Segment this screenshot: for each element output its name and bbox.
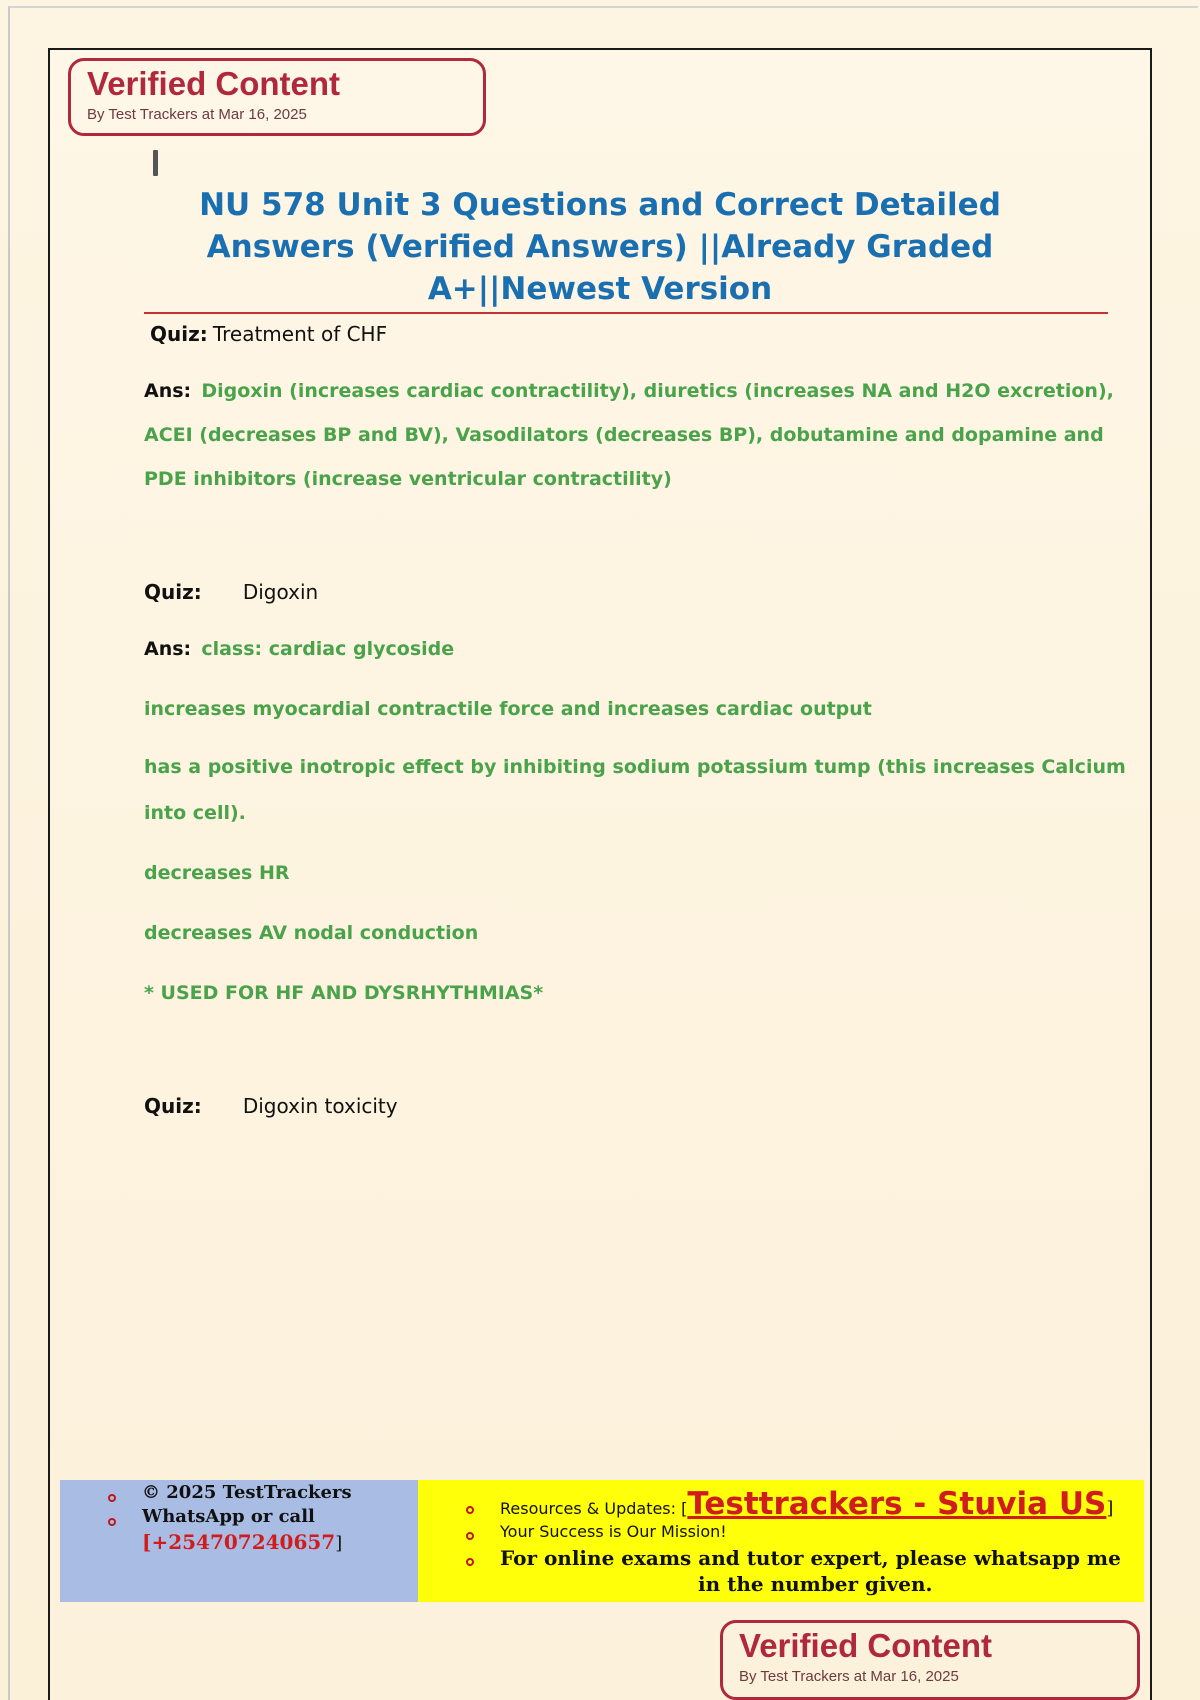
title-line-2: Answers (Verified Answers) ||Already Graded (206, 229, 994, 265)
stamp-title: Verified Content (739, 1627, 993, 1664)
quiz-label: Quiz: (150, 322, 208, 346)
answer-row (144, 638, 454, 660)
resources-bracket: ] (1106, 1498, 1114, 1519)
footer-resources-panel (418, 1480, 1144, 1602)
question-text: Digoxin (242, 580, 319, 604)
title-divider (144, 312, 1108, 314)
quiz-label: Quiz: (144, 580, 202, 604)
answer-row (144, 380, 1114, 402)
answer-line: decreases HR (144, 862, 290, 884)
bullet-icon (466, 1532, 474, 1540)
phone-number[interactable]: [+254707240657 (142, 1530, 336, 1554)
answer-line: ACEI (decreases BP and BV), Vasodilators (decreases BP), dobutamine and dopamine and (144, 424, 1104, 446)
bullet-icon (108, 1494, 116, 1502)
text-cursor-icon (153, 150, 158, 176)
expert-line-1: For online exams and tutor expert, please whatsapp me (500, 1546, 1121, 1570)
bullet-icon (466, 1558, 474, 1566)
expert-line-2: in the number given. (698, 1572, 933, 1596)
question-row (144, 1094, 398, 1118)
resources-label: Resources & Updates: [ (500, 1499, 688, 1518)
question-row (150, 322, 387, 346)
whatsapp-label: WhatsApp or call (142, 1506, 315, 1527)
answer-line: decreases AV nodal conduction (144, 922, 479, 944)
answer-line: * USED FOR HF AND DYSRHYTHMIAS* (144, 982, 544, 1004)
phone-row (142, 1530, 342, 1554)
copyright-text: © 2025 TestTrackers (142, 1482, 352, 1503)
document-page (48, 48, 1152, 1700)
answer-line: Digoxin (increases cardiac contractility), diuretics (increases NA and H2O excretion), (201, 380, 1114, 402)
question-text: Treatment of CHF (212, 322, 388, 346)
answer-line: class: cardiac glycoside (201, 638, 455, 660)
stamp-title: Verified Content (87, 65, 341, 102)
answer-line: into cell). (144, 802, 246, 824)
answer-line: increases myocardial contractile force and increases cardiac output (144, 698, 872, 720)
ans-label: Ans: (144, 638, 192, 660)
answer-line: has a positive inotropic effect by inhibiting sodium potassium tump (this increases Calcium (144, 756, 1126, 778)
stuvia-link[interactable]: Testtrackers - Stuvia US (687, 1486, 1107, 1522)
stamp-subtitle: By Test Trackers at Mar 16, 2025 (87, 106, 307, 123)
question-text: Digoxin toxicity (242, 1094, 398, 1118)
ans-label: Ans: (144, 380, 192, 402)
footer-contact-panel (60, 1480, 418, 1602)
footer-banner (60, 1480, 1144, 1602)
title-line-1: NU 578 Unit 3 Questions and Correct Detailed (199, 187, 1001, 223)
verified-stamp-bottom (720, 1620, 1140, 1700)
stamp-subtitle: By Test Trackers at Mar 16, 2025 (739, 1668, 959, 1685)
question-row (144, 580, 318, 604)
mission-text: Your Success is Our Mission! (500, 1522, 727, 1541)
title-line-3: A+||Newest Version (427, 271, 773, 307)
quiz-label: Quiz: (144, 1094, 202, 1118)
document-title (150, 184, 1050, 310)
bullet-icon (108, 1518, 116, 1526)
answer-line: PDE inhibitors (increase ventricular contractility) (144, 468, 672, 490)
bullet-icon (466, 1506, 474, 1514)
phone-bracket: ] (335, 1533, 343, 1554)
verified-stamp-top (68, 58, 486, 136)
